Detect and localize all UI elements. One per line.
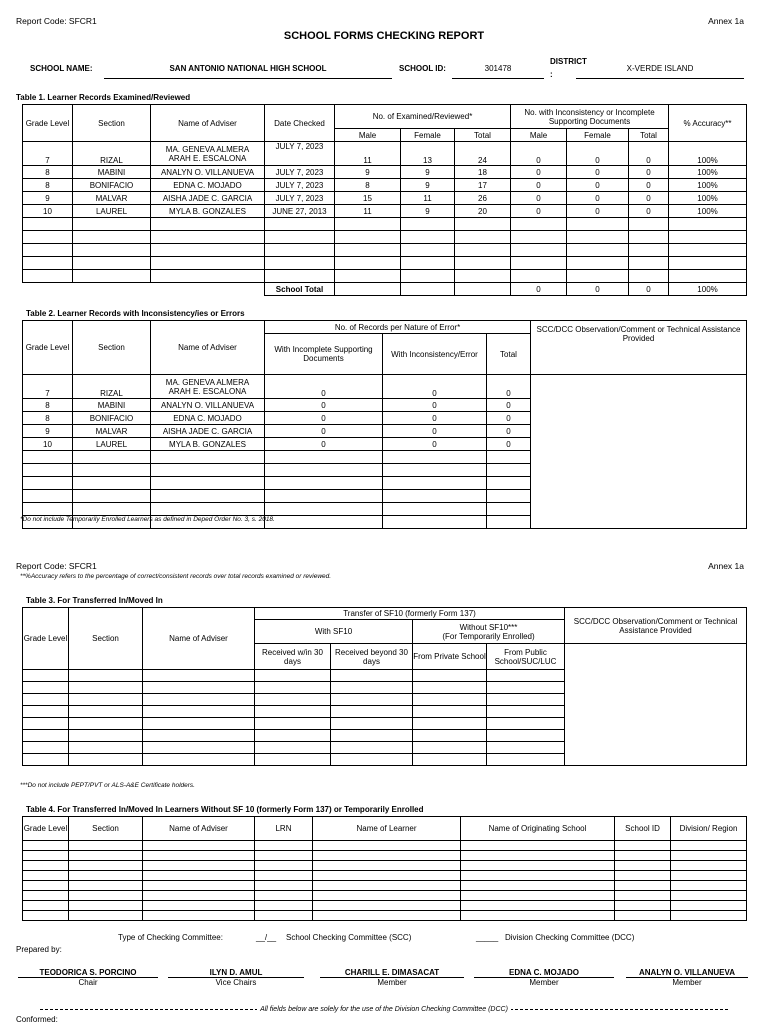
t1-accuracy: 100%: [669, 179, 747, 192]
t1-total-inc-female: 0: [567, 283, 629, 296]
t1-male: 11: [335, 142, 401, 166]
t1-total: 18: [455, 166, 511, 179]
signatory-role: Member: [672, 978, 702, 987]
t3-h-within: Received w/in 30 days: [255, 644, 331, 670]
table-row: [23, 166, 747, 179]
t1-section: LAUREL: [73, 205, 151, 218]
signatory-role: Vice Chairs: [215, 978, 257, 987]
t3-observation-cell: [565, 644, 747, 766]
t2-section: LAUREL: [73, 438, 151, 451]
t1-total: 17: [455, 179, 511, 192]
t1-section: MALVAR: [73, 192, 151, 205]
t2-h-incomplete: With Incomplete Supporting Documents: [265, 334, 383, 375]
empty-row: [23, 861, 747, 871]
dcc-checkbox[interactable]: _____: [476, 933, 499, 942]
t2-inconsistency: 0: [383, 438, 487, 451]
t1-date: JULY 7, 2023: [265, 142, 335, 166]
t1-adviser: MYLA B. GONZALES: [151, 205, 265, 218]
t2-inconsistency: 0: [383, 375, 487, 399]
t1-grade: 8: [23, 179, 73, 192]
t2-grade: 7: [23, 375, 73, 399]
table-row: [23, 205, 747, 218]
t1-inc-male: 0: [511, 142, 567, 166]
school-id-label: SCHOOL ID:: [399, 64, 446, 73]
t1-total: 20: [455, 205, 511, 218]
table1: [22, 104, 747, 296]
t2-section: MABINI: [73, 399, 151, 412]
t4-h-grade: Grade Level: [23, 817, 69, 841]
report-code: Report Code: SFCR1: [16, 16, 97, 26]
annex-label: Annex 1a: [708, 16, 744, 26]
table3-note: ***Do not include PEPT/PVT or ALS-A&E Certificate holders.: [20, 782, 195, 789]
empty-row: [23, 257, 747, 270]
t2-total: 0: [487, 438, 531, 451]
empty-row: [23, 871, 747, 881]
accuracy-note: **%Accuracy refers to the percentage of correct/consistent records over total records examined or reviewed.: [20, 573, 332, 580]
t2-section: MALVAR: [73, 425, 151, 438]
t3-h-public: From Public School/SUC/LUC: [487, 644, 565, 670]
table3-title: Table 3. For Transferred In/Moved In: [26, 596, 163, 605]
t1-inc-female: 0: [567, 205, 629, 218]
district-colon: :: [550, 70, 553, 79]
signatory-name: EDNA C. MOJADO: [474, 968, 614, 978]
t1-inc-total: 0: [629, 179, 669, 192]
t1-grade: 8: [23, 166, 73, 179]
t1-female: 9: [401, 179, 455, 192]
t1-h-examined: No. of Examined/Reviewed*: [335, 105, 511, 129]
signatory-member-3: [626, 968, 748, 987]
t2-incomplete: 0: [265, 425, 383, 438]
t1-h-section: Section: [73, 105, 151, 142]
t4-h-division: Division/ Region: [671, 817, 747, 841]
t3-h-without-sub: (For Temporarily Enrolled): [442, 631, 535, 641]
t2-grade: 10: [23, 438, 73, 451]
empty-row: [23, 841, 747, 851]
table2-note: *Do not include Temporarily Enrolled Learners as defined in Deped Order No. 3, s. 2018.: [20, 516, 275, 523]
t1-inc-male: 0: [511, 179, 567, 192]
signatory-name: ILYN D. AMUL: [168, 968, 304, 978]
t2-grade: 9: [23, 425, 73, 438]
t3-h-transfer: Transfer of SF10 (formerly Form 137): [255, 608, 565, 620]
school-id-value: 301478: [484, 64, 512, 73]
t1-inc-female: 0: [567, 166, 629, 179]
dcc-note: All fields below are solely for the use of the Division Checking Committee (DCC): [257, 1006, 511, 1013]
t1-h-male: Male: [335, 129, 401, 142]
t1-female: 9: [401, 166, 455, 179]
t2-incomplete: 0: [265, 375, 383, 399]
signatory-name: CHARILL E. DIMASACAT: [320, 968, 464, 978]
annex-label-2: Annex 1a: [708, 561, 744, 571]
t2-adviser-top: MA. GENEVA ALMERA: [165, 377, 250, 387]
signatory-member-2: [474, 968, 614, 987]
district-label: DISTRICT: [550, 57, 587, 66]
table1-title: Table 1. Learner Records Examined/Reviewed: [16, 93, 191, 102]
t1-inc-female: 0: [567, 179, 629, 192]
t1-date: JULY 7, 2023: [265, 179, 335, 192]
t1-inc-total: 0: [629, 205, 669, 218]
t2-h-total: Total: [487, 334, 531, 375]
t1-adviser-cell: [151, 142, 265, 166]
t1-h-inc-male: Male: [511, 129, 567, 142]
t2-incomplete: 0: [265, 438, 383, 451]
t2-grade: 8: [23, 399, 73, 412]
t2-adviser: ANALYN O. VILLANUEVA: [151, 399, 265, 412]
empty-row: [23, 218, 747, 231]
district-value: X-VERDE ISLAND: [626, 64, 694, 73]
t1-section: MABINI: [73, 166, 151, 179]
t2-total: 0: [487, 375, 531, 399]
t2-observation-cell: [531, 375, 747, 529]
t2-incomplete: 0: [265, 412, 383, 425]
t1-date: JULY 7, 2023: [265, 166, 335, 179]
school-name-label: SCHOOL NAME:: [30, 64, 93, 73]
t1-adviser: ANALYN O. VILLANUEVA: [151, 166, 265, 179]
t3-h-adviser: Name of Adviser: [143, 608, 255, 670]
t2-grade: 8: [23, 412, 73, 425]
t1-adviser: EDNA C. MOJADO: [151, 179, 265, 192]
prepared-label: Prepared by:: [16, 945, 62, 954]
t1-section: RIZAL: [73, 142, 151, 166]
t1-male: 8: [335, 179, 401, 192]
t1-accuracy: 100%: [669, 142, 747, 166]
t1-total-inc-male: 0: [511, 283, 567, 296]
t4-h-schoolid: School ID: [615, 817, 671, 841]
table-row: [23, 179, 747, 192]
t1-inc-male: 0: [511, 192, 567, 205]
t1-h-accuracy: % Accuracy**: [669, 105, 747, 142]
t2-adviser: ARAH E. ESCALONA: [168, 386, 247, 396]
t1-h-inconsistency: No. with Inconsistency or Incomplete Supporting Documents: [511, 105, 669, 129]
t1-h-date: Date Checked: [265, 105, 335, 142]
t1-inc-total: 0: [629, 142, 669, 166]
t2-inconsistency: 0: [383, 425, 487, 438]
table2-title: Table 2. Learner Records with Inconsistency/ies or Errors: [26, 309, 245, 318]
t4-h-learner: Name of Learner: [313, 817, 461, 841]
t1-male: 11: [335, 205, 401, 218]
signatory-vice-chair: [168, 968, 304, 987]
empty-row: [23, 891, 747, 901]
t1-total-inc-total: 0: [629, 283, 669, 296]
t1-grade: 9: [23, 192, 73, 205]
t1-female: 11: [401, 192, 455, 205]
school-name-value: SAN ANTONIO NATIONAL HIGH SCHOOL: [169, 64, 327, 73]
t1-h-inc-female: Female: [567, 129, 629, 142]
empty-row: [23, 851, 747, 861]
t1-total: 24: [455, 142, 511, 166]
t1-accuracy: 100%: [669, 166, 747, 179]
t1-inc-total: 0: [629, 192, 669, 205]
t1-date: JULY 7, 2023: [265, 192, 335, 205]
t1-female: 13: [401, 142, 455, 166]
t2-h-adviser: Name of Adviser: [151, 321, 265, 375]
report-code-2: Report Code: SFCR1: [16, 561, 97, 571]
t1-inc-female: 0: [567, 142, 629, 166]
empty-row: [23, 231, 747, 244]
t1-inc-male: 0: [511, 205, 567, 218]
t1-h-total: Total: [455, 129, 511, 142]
t1-grade: 10: [23, 205, 73, 218]
t1-accuracy: 100%: [669, 205, 747, 218]
t3-h-with: With SF10: [255, 620, 413, 644]
school-id-field: [452, 62, 544, 79]
t3-h-grade: Grade Level: [23, 608, 69, 670]
t1-inc-total: 0: [629, 166, 669, 179]
table4: [22, 816, 747, 921]
t2-adviser: MYLA B. GONZALES: [151, 438, 265, 451]
t2-inconsistency: 0: [383, 412, 487, 425]
t3-h-beyond: Received beyond 30 days: [331, 644, 413, 670]
t4-h-section: Section: [69, 817, 143, 841]
t1-h-inc-total: Total: [629, 129, 669, 142]
table3: [22, 607, 747, 766]
table-row: [23, 142, 747, 166]
signatory-role: Member: [377, 978, 407, 987]
t3-h-private: From Private School: [413, 644, 487, 670]
dcc-label: Division Checking Committee (DCC): [505, 933, 635, 942]
empty-row: [23, 881, 747, 891]
signatory-chair: [18, 968, 158, 987]
district-field: [576, 62, 744, 79]
t2-incomplete: 0: [265, 399, 383, 412]
scc-checkbox[interactable]: __/__: [256, 933, 277, 942]
t2-h-inconsistency: With Inconsistency/Error: [383, 334, 487, 375]
t1-section: BONIFACIO: [73, 179, 151, 192]
empty-row: [23, 911, 747, 921]
t2-h-section: Section: [73, 321, 151, 375]
t1-adviser-top: MA. GENEVA ALMERA: [165, 144, 250, 154]
signatory-role: Member: [529, 978, 559, 987]
signatory-name: ANALYN O. VILLANUEVA: [626, 968, 748, 978]
t2-total: 0: [487, 399, 531, 412]
signatory-name: TEODORICA S. PORCINO: [18, 968, 158, 978]
t1-h-grade: Grade Level: [23, 105, 73, 142]
t3-h-without: Without SF10***: [459, 622, 518, 632]
t2-total: 0: [487, 425, 531, 438]
t2-adviser: AISHA JADE C. GARCIA: [151, 425, 265, 438]
t2-total: 0: [487, 412, 531, 425]
t1-male: 9: [335, 166, 401, 179]
t3-h-observation: SCC/DCC Observation/Comment or Technical Assistance Provided: [565, 608, 747, 644]
t2-h-nature: No. of Records per Nature of Error*: [265, 321, 531, 334]
total-row: [23, 283, 747, 296]
t3-h-section: Section: [69, 608, 143, 670]
t1-adviser: AISHA JADE C. GARCIA: [151, 192, 265, 205]
t1-inc-female: 0: [567, 192, 629, 205]
t1-total-accuracy: 100%: [669, 283, 747, 296]
t4-h-adviser: Name of Adviser: [143, 817, 255, 841]
table2: [22, 320, 747, 529]
t1-adviser: ARAH E. ESCALONA: [168, 153, 247, 163]
t2-section: BONIFACIO: [73, 412, 151, 425]
t1-male: 15: [335, 192, 401, 205]
dcc-note-wrap: [0, 1004, 768, 1013]
t2-section: RIZAL: [73, 375, 151, 399]
t1-h-adviser: Name of Adviser: [151, 105, 265, 142]
t3-h-without-cell: [413, 620, 565, 644]
t2-h-grade: Grade Level: [23, 321, 73, 375]
t1-grade: 7: [23, 142, 73, 166]
t2-h-observation: SCC/DCC Observation/Comment or Technical Assistance Provided: [531, 321, 747, 375]
page-title: SCHOOL FORMS CHECKING REPORT: [283, 30, 485, 42]
committee-label: Type of Checking Committee:: [118, 933, 223, 942]
table4-title: Table 4. For Transferred In/Moved In Learners Without SF 10 (formerly Form 137) or Temporarily Enrolled: [26, 805, 424, 814]
t1-accuracy: 100%: [669, 192, 747, 205]
table-row: [23, 192, 747, 205]
empty-row: [23, 901, 747, 911]
t2-adviser: EDNA C. MOJADO: [151, 412, 265, 425]
t1-female: 9: [401, 205, 455, 218]
table-row: [23, 375, 747, 399]
t4-h-origin: Name of Originating School: [461, 817, 615, 841]
t2-adviser-cell: [151, 375, 265, 399]
t1-total-label: School Total: [265, 283, 335, 296]
scc-label: School Checking Committee (SCC): [286, 933, 412, 942]
signatory-member-1: [320, 968, 464, 987]
t4-h-lrn: LRN: [255, 817, 313, 841]
t1-date: JUNE 27, 2013: [265, 205, 335, 218]
school-name-field: [104, 62, 392, 79]
t1-inc-male: 0: [511, 166, 567, 179]
empty-row: [23, 270, 747, 283]
signatory-role: Chair: [78, 978, 98, 987]
t1-h-female: Female: [401, 129, 455, 142]
empty-row: [23, 244, 747, 257]
conformed-label: Conformed:: [16, 1015, 58, 1024]
t1-total: 26: [455, 192, 511, 205]
t2-inconsistency: 0: [383, 399, 487, 412]
